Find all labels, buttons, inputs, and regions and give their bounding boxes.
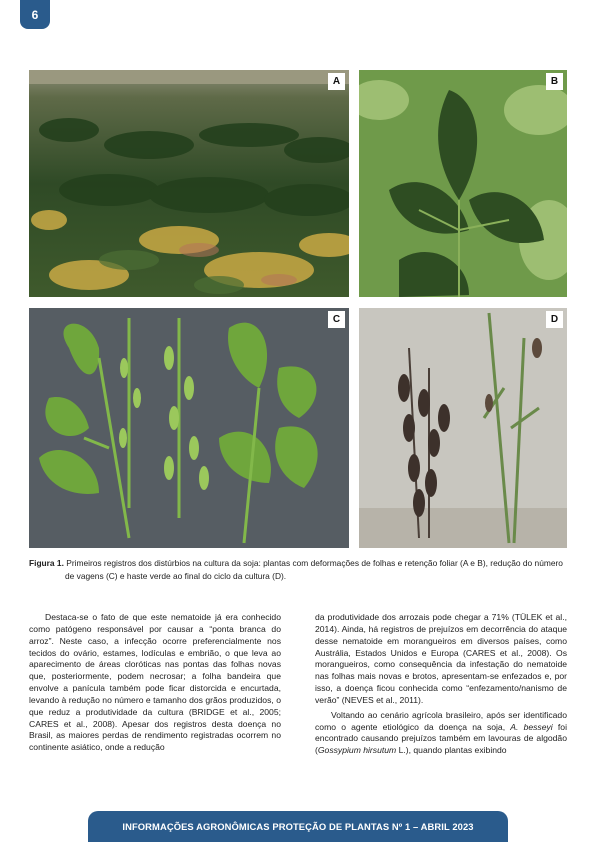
figure-panel-c [29, 308, 349, 548]
paragraph-right-2-c: L.), quando plantas exibindo [396, 745, 507, 756]
body-column-left [29, 612, 281, 754]
caption-text: Primeiros registros dos distúrbios na cultura da soja: plantas com deformações de folhas e retenção foliar (A e B), redução do número de vagens (C) e haste verde ao final do ciclo da cultura (D). [63, 558, 563, 581]
figure-panel-d [359, 308, 567, 548]
paragraph-left: Destaca-se o fato de que este nematoide já era conhecido como patógeno responsável por causar a “ponta branca do arroz”. Neste caso, a infecção ocorre preferencialmente nos tecidos do ovário, estames, lodículas e embrião, o que leva ao aparecimento de áreas cloróticas nas pontas das folhas novas que, posteriormente, podem necrosar; a folha bandeira que envolve a panícula também pode ficar distorcida e encurtada, levando à redução no número e tamanho dos grãos produzidos, o que reduz a produtividade da cultura (BRIDGE et al., 2005; CARES et al., 2008). Apesar dos registros desta doença no Brasil, as maiores perdas de rendimento registradas ocorrem no continente asiático, onde a redução [29, 612, 281, 753]
paragraph-right-1: da produtividade dos arrozais pode chegar a 71% (TÜLEK et al., 2014). Ainda, há registros de prejuízos em decorrência do ataque desse nematoide em morangueiros em diversos países, como Austrália, Estados Unidos e Europa (CARES et al., 2008). Os morangueiros, como consequência da infestação do nematoide nas folhas mais novas e brotos, apresentam-se enfezados e, por isso, a doença ficou conhecida como “enfezamento/nanismo de verão” (NEVES et al., 2011). [315, 612, 567, 705]
paragraph-right-2 [315, 710, 567, 757]
panel-label-d: D [546, 311, 563, 328]
panel-label-b: B [546, 73, 563, 90]
stems-photo [29, 308, 349, 548]
page-number-badge [20, 0, 50, 29]
figure-caption [29, 557, 569, 582]
page-number: 6 [31, 7, 39, 22]
species-name: A. besseyi [510, 721, 553, 732]
paragraph-right-2-b: foi encontrado causando prejuízos também em lavouras de algodão ( [315, 721, 567, 756]
panel-label-c: C [328, 311, 345, 328]
figure-panel-a [29, 70, 349, 297]
pods-photo [359, 308, 567, 548]
leaves-photo [359, 70, 567, 297]
body-column-right [315, 612, 567, 757]
cotton-species-name: Gossypium hirsutum [317, 745, 397, 756]
footer-text: INFORMAÇÕES AGRONÔMICAS PROTEÇÃO DE PLANTAS Nº 1 – ABRIL 2023 [122, 821, 474, 832]
figure-panel-b [359, 70, 567, 297]
field-photo [29, 70, 349, 297]
paragraph-right-2-a: Voltando ao cenário agrícola brasileiro, após ser identificado como o agente etiológico da doença na soja, [315, 709, 567, 732]
caption-lead: Figura 1. [29, 558, 64, 568]
panel-label-a: A [328, 73, 345, 90]
footer-banner [88, 811, 508, 842]
